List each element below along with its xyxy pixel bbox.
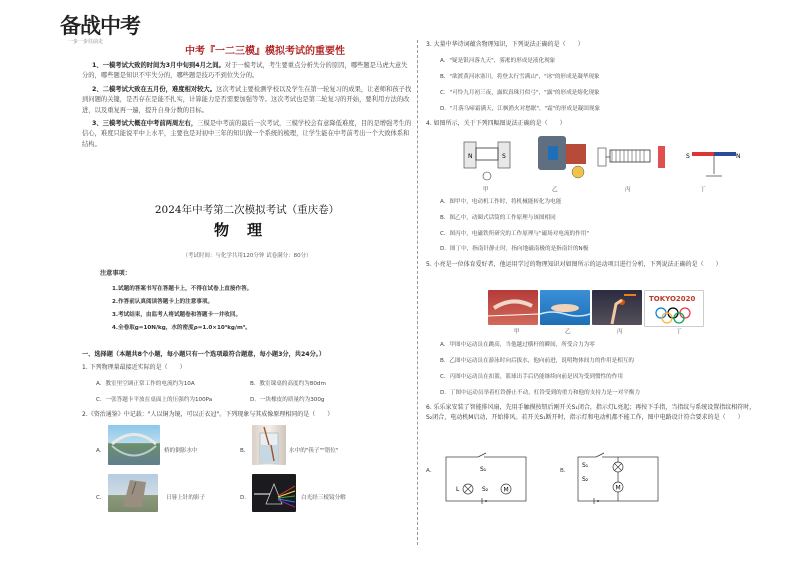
- note-item: 4.全卷取g=10N/kg，水的密度ρ=1.0×10³kg/m³。: [112, 325, 251, 331]
- q2-option-b: B．: [240, 448, 250, 454]
- intro-lead: 1、一模考试大致的时间为3月中旬到4月之间。: [92, 62, 225, 69]
- sundial-image: [108, 474, 158, 512]
- q1-option-b: B．教室课桌的高度约为80dm: [250, 381, 326, 387]
- high-jump-image: [488, 290, 538, 325]
- high-jumper-icon: [488, 290, 538, 325]
- microphone-figure: [538, 136, 586, 178]
- intro-rest: 对于一模考试，考生要重点分析失分的原因，哪些题是马虎大意失分的，哪些题是知识不牢失分的，哪些题是技巧不到位失分的。: [82, 62, 408, 80]
- weightlifting-image: [644, 290, 704, 327]
- q4-label-bing: 丙: [625, 187, 631, 193]
- question-1-stem: 1. 下列物理量最接近实际的是（ ）: [82, 364, 186, 371]
- notes-title: 注意事项：: [100, 270, 131, 277]
- question-2-stem: 2.《资治通鉴》中记载："人以铜为镜，可以正衣冠"。下列现象与其成像原理相同的是（ ）: [82, 411, 334, 418]
- question-5-stem: 5. 小亮是一位体育爱好者，他运用学过的物理知识对如图所示的运动项目进行分析，下列说法正确的是（ ）: [426, 261, 722, 268]
- q2-caption-c: 日晷上针的影子: [166, 495, 206, 501]
- intro-rest: 三模是中考前的最后一次考试，三模学校会有意降低难度，目的是增强考生的信心，难度只能说平中上水平，主要也是对初中三年的知识做一个系统的梳理，让学生能在中考前考出一个大致体系和结构。: [82, 120, 412, 148]
- compass-figure: [686, 152, 741, 176]
- circuit-a-s1-label: S₁: [480, 466, 487, 473]
- q4-label-ding: 丁: [700, 187, 706, 193]
- question-3-stem: 3. 大量中华诗词蕴含物理知识，下列说法正确的是（ ）: [426, 41, 584, 48]
- intro-lead: 3、三模考试大概在中考前两周左右，: [92, 120, 198, 128]
- circuit-b: [572, 451, 668, 511]
- swimmer-icon: [540, 290, 590, 325]
- question-4-stem: 4. 如图所示，关于下列四幅图说法正确的是（ ）: [426, 120, 566, 127]
- q5-option-d: D．丁图中运动员举着杠铃静止不动，杠铃受到的重力和他的支持力是一对平衡力: [440, 390, 641, 396]
- circuit-b-m-label: M: [615, 484, 621, 492]
- note-item: 2.作答前认真阅读答题卡上的注意事项。: [112, 299, 214, 305]
- q4-figures: [460, 132, 750, 188]
- q4-option-b: B．图乙中，动圈式话筒的工作原理与该图相同: [440, 215, 556, 221]
- q2-caption-d: 白光经三棱镜分解: [301, 495, 346, 501]
- q4-option-a: A．图甲中，电动机工作时，将机械能转化为电能: [440, 199, 562, 205]
- q2-option-a: A．: [96, 448, 106, 454]
- prism-dispersion-image: [252, 474, 296, 512]
- q5-option-a: A．甲图中运动员在跳高，当他越过横杆的瞬间，所受合力为零: [440, 342, 595, 348]
- exam-info: （考试时间：与化学共用120分钟 试卷满分：80分）: [182, 253, 312, 259]
- exam-title: 2024年中考第二次模拟考试（重庆卷）: [154, 204, 340, 216]
- q5-label-jia: 甲: [514, 329, 520, 335]
- electromagnet-figure: [598, 146, 665, 168]
- q4-label-yi: 乙: [552, 187, 558, 193]
- q1-option-d: D．一块橡皮的质量约为300g: [250, 397, 325, 403]
- column-divider: [417, 40, 418, 545]
- q5-label-bing: 丙: [617, 329, 623, 335]
- subject-title: 物理: [213, 221, 280, 239]
- q6-option-a: A．: [426, 468, 436, 474]
- logo-text: 备战中考: [60, 13, 140, 38]
- circuit-a-s2-label: S₂: [482, 486, 489, 493]
- q4-option-c: C．图丙中，电磁铁所研究的工作原理与"磁场对电流的作用": [440, 231, 589, 237]
- q2-option-c: C．: [96, 495, 106, 501]
- q5-label-yi: 乙: [565, 329, 571, 335]
- circuit-a-m-label: M: [503, 486, 509, 494]
- note-item: 3.考试结束，由监考人将试题卷和答题卡一并收回。: [112, 312, 242, 318]
- q4-option-d: D．图丁中，指南针静止时，指向地磁南极的是指南针的N极: [440, 246, 589, 252]
- logo: [60, 14, 140, 48]
- svg-text:S: S: [686, 153, 690, 160]
- q5-option-c: C．丙图中运动员在扣篮，篮球出手后仍能继续向前是因为受到惯性的作用: [440, 374, 623, 380]
- svg-text:N: N: [468, 153, 473, 160]
- intro-lead: 2、二模考试大致在五月份，难度相对较大。: [92, 85, 217, 93]
- q1-option-a: A．教室里空调正常工作的电流约为10A: [96, 381, 195, 387]
- bridge-reflection-image: [108, 425, 160, 465]
- intro-paragraph: [82, 61, 412, 82]
- q2-option-d: D．: [240, 495, 250, 501]
- q5-option-b: B．乙图中运动员在游泳时向后拔水，他向前进，说明物体间力的作用是相互的: [440, 358, 635, 364]
- olympic-logo-icon: [645, 291, 703, 326]
- motor-figure: [464, 142, 510, 180]
- note-item: 1.试题的答案书写在答题卡上，不得在试卷上直接作答。: [112, 286, 253, 292]
- basketball-player-icon: [592, 290, 642, 325]
- svg-text:TOKYO2020: TOKYO2020: [649, 295, 696, 303]
- prism-icon: [252, 474, 296, 512]
- circuit-a: [438, 451, 534, 511]
- q3-option-b: B．"欲渡黄河冰塞川，将登太行雪满山"，"冰"的形成是凝华现象: [440, 74, 600, 80]
- chopsticks-in-water-image: [252, 425, 286, 465]
- q4-label-jia: 甲: [483, 187, 489, 193]
- q5-label-ding: 丁: [676, 329, 682, 335]
- basketball-image: [592, 290, 642, 325]
- intro-section: [82, 61, 412, 153]
- banner-title: 中考『一二三模』模拟考试的重要性: [185, 46, 345, 57]
- intro-paragraph: [82, 85, 412, 116]
- section-heading: 一、选择题（本题共8个小题，每小题只有一个选项最符合题意，每小题3分，共24分。）: [82, 351, 326, 358]
- q3-option-c: C．"可怜九月初三夜，露似真珠月似弓"，"露"的形成是熔化现象: [440, 90, 600, 96]
- q2-caption-b: 水中的"筷子""错位": [289, 448, 339, 454]
- svg-text:N: N: [736, 153, 741, 160]
- q6-option-b: B．: [560, 468, 570, 474]
- sundial-icon: [108, 474, 158, 512]
- circuit-b-s2-label: S₂: [582, 476, 589, 483]
- svg-text:S: S: [502, 153, 506, 160]
- notes-list: [112, 283, 402, 335]
- q2-caption-a: 桥的倒影水中: [164, 448, 198, 454]
- swimming-image: [540, 290, 590, 325]
- logo-subtitle: 一步一步往前走: [68, 39, 104, 45]
- intro-rest: 这次考试主要检测学校以及学生在第一轮复习的成果，让老师和孩子找到问题的关键，是否存在是能不扎实，计算能力是否需要加强等等。这次考试也是第二轮复习的开始，要利用方法的改进，以及重复再一遍，提升自身分数的目标。: [82, 85, 412, 114]
- circuit-b-s1-label: S₁: [582, 462, 589, 469]
- glass-icon: [252, 425, 286, 465]
- bridge-icon: [108, 425, 160, 465]
- q3-option-d: D．"月落乌啼霜满天，江枫渔火对愁眠"，"霜"的形成是凝固现象: [440, 106, 601, 112]
- q1-option-c: C．一张答题卡平放在桌面上的压强约为100Pa: [96, 397, 213, 403]
- question-6-stem: 6. 乐乐家安装了智能排风扇，先用手触摸按钮后刚开关S₁闭合，指示灯L亮起；再按下手指，当指纹与系统设置指纹相符时，S₂闭合，电动机M启动，开始排风。若开关S₁断开时，指示灯和电动机都不能工作，图中电路设计符合要求的是（ ）: [426, 404, 756, 421]
- circuit-a-l-label: L: [456, 486, 460, 493]
- q3-option-a: A．"疑是银河落九天"，雾凇的形成是液化现象: [440, 58, 556, 64]
- intro-paragraph: [82, 119, 412, 150]
